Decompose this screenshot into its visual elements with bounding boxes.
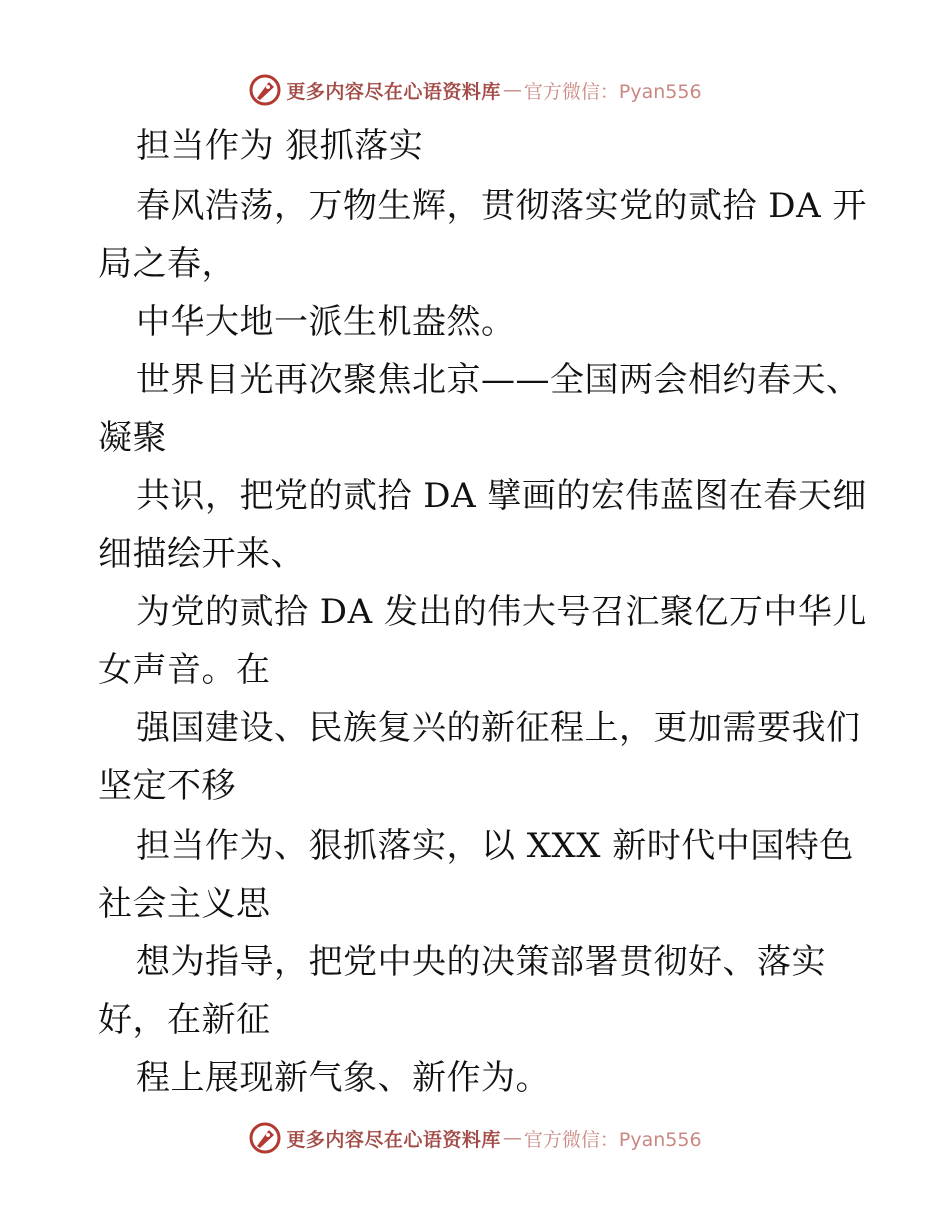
pen-nib-icon (248, 1121, 282, 1155)
banner-dash: — (502, 79, 522, 101)
paragraph-line: 强国建设、民族复兴的新征程上，更加需要我们 (136, 708, 861, 748)
paragraph-line: 局之春， (98, 244, 236, 284)
paragraph-line: 坚定不移 (98, 766, 236, 806)
header-banner (0, 70, 950, 110)
paragraph-line: 为党的贰拾 DA 发出的伟大号召汇聚亿万中华儿 (136, 592, 867, 632)
banner-sub-text: 官方微信：Pyan556 (523, 1128, 702, 1151)
paragraph-line: 春风浩荡，万物生辉，贯彻落实党的贰拾 DA 开 (136, 186, 867, 226)
paragraph-line: 细描绘开来、 (98, 534, 305, 574)
banner-sub-text: 官方微信：Pyan556 (523, 80, 702, 103)
paragraph-line: 女声音。在 (98, 650, 271, 690)
paragraph-line: 程上展现新气象、新作为。 (136, 1058, 550, 1098)
paragraph-line: 凝聚 (98, 418, 167, 458)
footer-banner (0, 1118, 950, 1158)
banner-main-text: 更多内容尽在心语资料库 (286, 1128, 501, 1151)
paragraph-line: 世界目光再次聚焦北京——全国两会相约春天、 (136, 360, 861, 400)
pen-nib-icon (248, 73, 282, 107)
paragraph-line: 共识，把党的贰拾 DA 擘画的宏伟蓝图在春天细 (136, 476, 867, 516)
paragraph-line: 社会主义思 (98, 884, 271, 924)
paragraph-line: 好，在新征 (98, 1000, 271, 1040)
document-title: 担当作为 狠抓落实 (136, 126, 424, 166)
paragraph-line: 想为指导，把党中央的决策部署贯彻好、落实 (136, 942, 826, 982)
paragraph-line: 担当作为、狠抓落实，以 XXX 新时代中国特色 (136, 826, 854, 866)
banner-main-text: 更多内容尽在心语资料库 (286, 80, 501, 103)
paragraph-line: 中华大地一派生机盎然。 (136, 302, 516, 342)
banner-dash: — (502, 1127, 522, 1149)
